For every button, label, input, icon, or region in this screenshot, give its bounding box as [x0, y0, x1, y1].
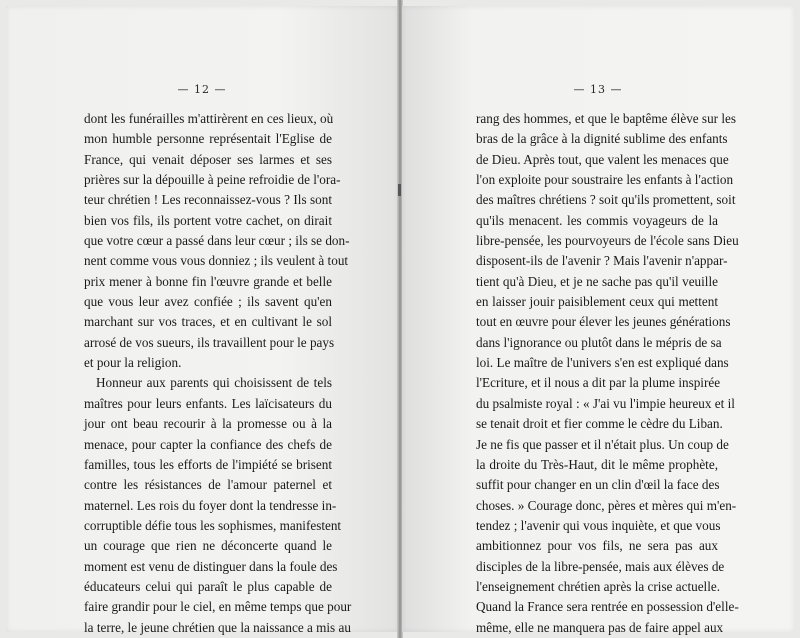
text-line: des maîtres chrétiens ? soit qu'ils promettent, soit [476, 192, 736, 208]
text-line: mon humble personne représentait l'Eglise de [84, 131, 332, 147]
text-line: nent comme vous vous donniez ; ils veulent à tout [84, 253, 349, 269]
text-line: choses. » Courage donc, pères et mères qui m'en- [476, 497, 737, 513]
text-line: tendez ; l'avenir qui vous inquiète, et que vous [476, 517, 721, 533]
text-line: prières sur la dépouille à peine refroidie de l'ora- [84, 172, 341, 188]
text-line: menace, pour capter la confiance des chefs de [84, 436, 332, 452]
text-line: un courage que rien ne déconcerte quand le [84, 538, 332, 554]
text-line: bras de la grâce à la dignité sublime des enfants [476, 131, 728, 147]
text-line: tient qu'à Dieu, et je ne sache pas qu'il veuille [476, 273, 718, 289]
text-line: bien vos fils, ils portent votre cachet, on dirait [84, 212, 332, 228]
text-line: contre les résistances de l'amour paternel et [84, 477, 332, 493]
text-line: tout en œuvre pour élever les jeunes générations [476, 314, 731, 330]
text-line: l'enseignement chrétien après la crise actuelle. [476, 578, 721, 594]
text-line: moment est venu de distinguer dans la foule des [84, 558, 338, 574]
text-line: ambitionnez pour vos fils, ne sera pas aux [476, 538, 718, 554]
text-line: éducateurs celui qui paraît le plus capable de [84, 578, 332, 594]
text-line: et pour la religion. [84, 355, 182, 371]
text-line: teur chrétien ! Les reconnaissez-vous ? Ils sont [84, 192, 332, 208]
text-line: arrosé de vos sueurs, ils travaillent pour le pays [84, 334, 335, 350]
text-line: France, qui venait déposer ses larmes et ses [84, 151, 332, 167]
text-line: suffit pour changer en un clin d'œil la face des [476, 477, 720, 493]
text-line: disciples de la libre-pensée, mais aux élèves de [476, 558, 725, 574]
text-line: corruptible défie tous les sophismes, manifestent [84, 517, 342, 533]
text-line: libre-pensée, les pourvoyeurs de l'école sans Dieu [476, 233, 739, 249]
text-line: dans l'ignorance ou plutôt dans le mépris de sa [476, 334, 722, 350]
right-page-text [476, 109, 739, 638]
right-page-number: — 13 — [573, 83, 623, 96]
text-line: disposent-ils de l'avenir ? Mais l'avenir n'appar- [476, 253, 728, 269]
text-line: prix mener à bonne fin l'œuvre grande et belle [84, 273, 332, 289]
text-line: l'on exploite pour soustraire les enfants à l'action [476, 172, 734, 188]
binding-mark [398, 184, 401, 196]
text-line: maternel. Les rois du foyer dont la tendresse in- [84, 497, 337, 513]
text-line: familles, tous les efforts de l'impiété se brisent [84, 456, 332, 472]
text-line: qu'ils menacent. les commis voyageurs de la [476, 212, 718, 228]
text-line: la terre, le jeune chrétien que la naissance a mis au [84, 619, 351, 635]
text-line: en laisser jouir paisiblement ceux qui mettent [476, 294, 718, 310]
text-line: Honneur aux parents qui choisissent de tels [96, 375, 332, 391]
text-line: maîtres pour leurs enfants. Les laïcisateurs du [84, 395, 332, 411]
text-line: se tenait droit et fier comme le cèdre du Liban. [476, 416, 723, 432]
left-page-number: — 12 — [177, 83, 227, 96]
text-line: rang des hommes, et que le baptême élève sur les [476, 111, 736, 126]
text-line: du psalmiste royal : « J'ai vu l'impie heureux et il [476, 395, 735, 411]
text-line: même, elle ne manquera pas de faire appel aux [476, 619, 724, 635]
text-line: que vous leur avez confiée ; ils savent qu'en [84, 294, 332, 310]
text-line: faire grandir pour le ciel, en même temps que pour [84, 599, 352, 615]
text-line: de Dieu. Après tout, que valent les menaces que [476, 151, 729, 167]
text-line: loi. Le maître de l'univers s'en est expliqué dans [476, 355, 729, 371]
text-line: la droite du Très-Haut, dit le même prophète, [476, 456, 718, 472]
text-line: l'Ecriture, et il nous a dit par la plume inspirée [476, 375, 721, 391]
left-page [6, 6, 398, 635]
text-line: Quand la France sera rentrée en possession d'elle- [476, 599, 739, 615]
text-line: Je ne fis que passer et il n'était plus. Un coup de [476, 436, 729, 452]
text-line: jour ont beau recourir à la promesse ou à la [84, 416, 332, 432]
text-line: dont les funérailles m'attirèrent en ces lieux, où [84, 111, 334, 126]
text-line: marchant sur vos traces, et en cultivant le sol [84, 314, 332, 330]
text-line: que votre cœur a passé dans leur cœur ; ils se don- [84, 233, 350, 249]
left-page-text [84, 109, 352, 638]
right-page [402, 6, 794, 635]
